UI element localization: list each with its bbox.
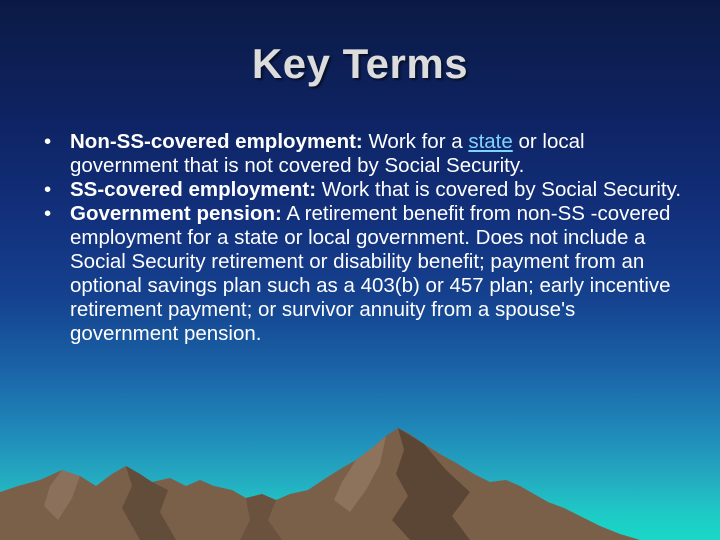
mountain-range-image [0,420,720,540]
term-label: Government pension: [70,202,282,225]
bullet-icon: • [44,178,52,201]
definition-text: Work that is covered by Social Security. [316,178,682,201]
definition-text: or local government that is not covered by Social Security. [70,130,585,177]
term-label: Non-SS-covered employment: [70,130,363,153]
term-label: SS-covered employment: [70,178,317,201]
bullet-icon: • [44,202,52,225]
bullet-list [44,130,684,346]
bullet-item-government-pension [44,202,684,346]
mountain-ridge [0,428,640,540]
bullet-icon: • [44,130,52,153]
state-link[interactable]: state [468,130,513,153]
definition-text: A retirement benefit from non-SS -covered employment for a state or local government. Does not include a Social Security retirement or disability benefit; payment from an optional savings plan such as a 403(b) or 457 plan; early incentive retirement payment; or survivor annuity from a spouse's government pension. [70,202,671,345]
slide-title: Key Terms [251,40,469,87]
bullet-item-ss-covered [44,178,684,202]
bullet-item-non-ss-covered [44,130,684,178]
definition-text: Work for a [362,130,469,153]
